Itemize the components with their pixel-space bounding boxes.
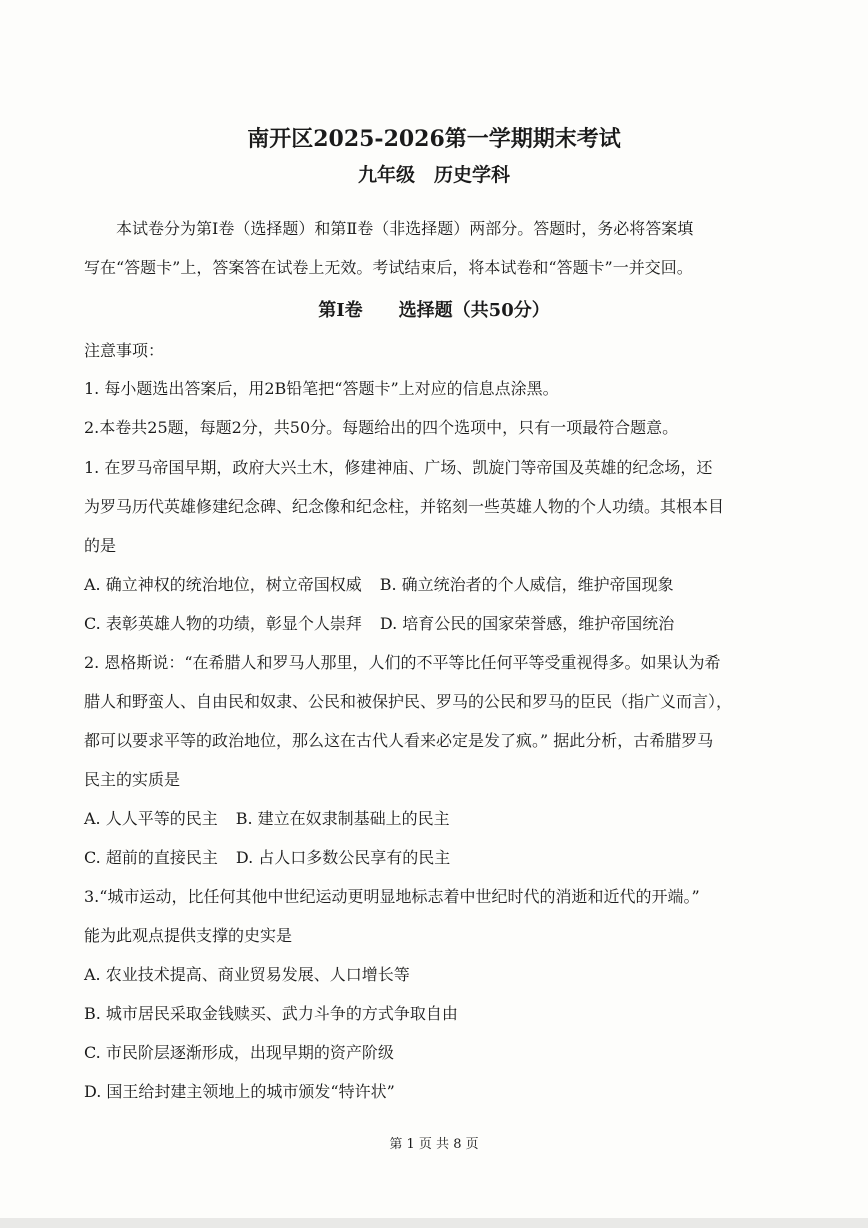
scan-edge <box>0 1218 868 1228</box>
q3-stem-line-1: 3.“城市运动，比任何其他中世纪运动更明显地标志着中世纪时代的消逝和近代的开端。” <box>84 887 700 906</box>
exam-subtitle: 九年级 历史学科 <box>357 164 510 186</box>
q3-option-a: A. 农业技术提高、商业贸易发展、人口增长等 <box>84 965 410 984</box>
exam-title: 南开区2025-2026第一学期期末考试 <box>247 126 621 152</box>
q3-option-b: B. 城市居民采取金钱赎买、武力斗争的方式争取自由 <box>84 1004 458 1023</box>
q1-option-d: D. 培育公民的国家荣誉感，维护帝国统治 <box>379 614 675 633</box>
notes-item-2: 2.本卷共25题，每题2分，共50分。每题给出的四个选项中，只有一项最符合题意。 <box>84 418 679 437</box>
q2-stem-line-3: 都可以要求平等的政治地位，那么这在古代人看来必定是发了疯。” 据此分析，古希腊罗马 <box>84 731 714 750</box>
q1-option-c: C. 表彰英雄人物的功绩，彰显个人崇拜 <box>84 614 362 633</box>
q2-stem-line-2: 腊人和野蛮人、自由民和奴隶、公民和被保护民、罗马的公民和罗马的臣民（指广义而言）， <box>84 692 733 711</box>
intro-line-1: 本试卷分为第Ⅰ卷（选择题）和第Ⅱ卷（非选择题）两部分。答题时，务必将答案填 <box>116 219 694 238</box>
q1-option-b: B. 确立统治者的个人威信，维护帝国现象 <box>379 575 674 594</box>
q2-options-row-2 <box>84 847 784 869</box>
q2-option-d: D. 占人口多数公民享有的民主 <box>235 848 451 867</box>
q2-option-c: C. 超前的直接民主 <box>84 848 218 867</box>
q1-options-row-1 <box>84 574 784 596</box>
q2-stem-line-4: 民主的实质是 <box>84 770 181 789</box>
q2-option-a: A. 人人平等的民主 <box>84 809 218 828</box>
q3-stem-line-2: 能为此观点提供支撑的史实是 <box>84 926 293 945</box>
q3-option-c: C. 市民阶层逐渐形成，出现早期的资产阶级 <box>84 1043 394 1062</box>
intro-line-2: 写在“答题卡”上，答案答在试卷上无效。考试结束后，将本试卷和“答题卡”一并交回。 <box>84 258 693 277</box>
page-number: 第 1 页 共 8 页 <box>389 1137 479 1152</box>
q1-stem-line-2: 为罗马历代英雄修建纪念碑、纪念像和纪念柱，并铭刻一些英雄人物的个人功绩。其根本目 <box>84 497 725 516</box>
q1-options-row-2 <box>84 613 784 635</box>
q1-option-a: A. 确立神权的统治地位，树立帝国权威 <box>84 575 362 594</box>
q1-stem-line-3: 的是 <box>84 536 117 555</box>
q1-stem-line-1: 1. 在罗马帝国早期，政府大兴土木，修建神庙、广场、凯旋门等帝国及英雄的纪念场，还 <box>84 458 713 477</box>
q2-options-row-1 <box>84 808 784 830</box>
q2-option-b: B. 建立在奴隶制基础上的民主 <box>235 809 450 828</box>
section-title: 第Ⅰ卷 选择题（共50分） <box>318 300 550 321</box>
q3-option-d: D. 国王给封建主领地上的城市颁发“特许状” <box>84 1082 395 1101</box>
q2-stem-line-1: 2. 恩格斯说：“在希腊人和罗马人那里，人们的不平等比任何平等受重视得多。如果认为希 <box>84 653 721 672</box>
notes-item-1: 1. 每小题选出答案后，用2B铅笔把“答题卡”上对应的信息点涂黑。 <box>84 379 559 398</box>
notes-heading: 注意事项： <box>84 341 165 360</box>
